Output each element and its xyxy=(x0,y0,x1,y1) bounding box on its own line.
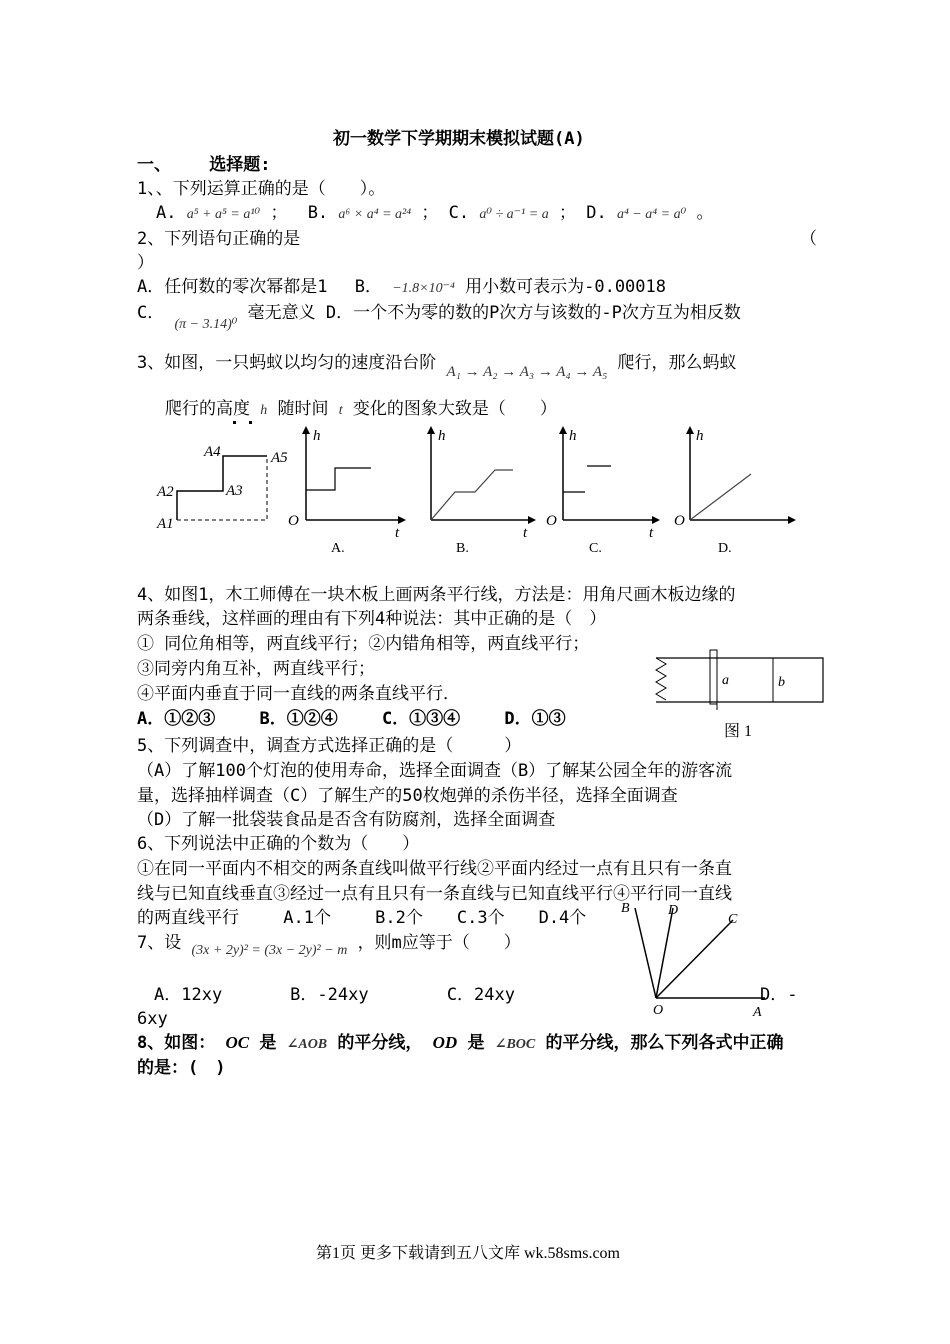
q3-path: A₁ → A₂ → A₃ → A₄ → A₅ xyxy=(446,364,608,380)
q8-angle-boc: ∠BOC xyxy=(494,1037,536,1052)
section-number: 一、 xyxy=(137,155,171,175)
graph-a-o: O xyxy=(288,513,299,529)
q8-angle-aob: ∠AOB xyxy=(286,1037,328,1052)
q1-b-expr: a⁶ × a⁴ = a²⁴ xyxy=(338,207,412,222)
graph-b-label: B. xyxy=(456,541,469,556)
graph-d-line xyxy=(690,474,751,520)
q1-a-expr: a⁵ + a⁵ = a¹⁰ xyxy=(186,207,261,222)
q4-stem-1: 4、如图1，木工师傅在一块木板上画两条平行线，方法是：用角尺画木板边缘的 xyxy=(137,585,736,605)
arrow-right xyxy=(398,516,406,524)
q2-c-label: C． xyxy=(137,303,165,323)
stair-label-a1: A1 xyxy=(157,516,174,532)
board-zigzag xyxy=(656,658,666,700)
q8-line-2: 的是：( ) xyxy=(137,1058,226,1078)
q3-line2-b: 随时间 xyxy=(277,399,329,419)
q3-line2 xyxy=(165,398,557,422)
angle-label-c: C xyxy=(728,912,738,927)
q4-statement-1: ① 同位角相等，两直线平行；②内错角相等，两直线平行； xyxy=(137,634,590,654)
q2-line3-text: 毫无意义 D．一个不为零的数的P次方与该数的-P次方互为相反数 xyxy=(247,303,741,323)
graph-a-label: A. xyxy=(331,541,345,556)
board-top xyxy=(656,658,823,702)
arrow-up xyxy=(559,426,567,434)
q6-line-2: 线与已知直线垂直③经过一点有且只有一条直线与已知直线平行④平行同一直线 xyxy=(137,884,732,904)
q1-b-label: B. xyxy=(307,203,329,223)
q1-a-label: A. xyxy=(156,203,177,223)
q8-stem xyxy=(137,1032,784,1056)
stair-path xyxy=(177,456,267,520)
q2-b-expr: −1.8×10⁻⁴ xyxy=(392,281,455,296)
q2-line2 xyxy=(137,276,666,300)
q4-stem-2: 两条垂线，这样画的理由有下列4种说法：其中正确的是（ ） xyxy=(137,609,607,629)
q4-statement-2: ③同旁内角互补，两直线平行； xyxy=(137,659,375,679)
q8-is: 是 xyxy=(259,1033,277,1053)
q7-option-d-cont: 6xy xyxy=(137,1009,168,1029)
q3-h: h xyxy=(260,403,268,418)
arrow-up xyxy=(686,426,694,434)
section-name: 选择题: xyxy=(209,155,271,175)
figure-1 xyxy=(648,648,828,743)
graph-d-o: O xyxy=(674,513,685,529)
arrow-up xyxy=(427,426,435,434)
q1-end: 。 xyxy=(696,203,714,223)
stair-label-a3: A3 xyxy=(226,483,243,499)
graph-c-o: O xyxy=(546,513,557,529)
fig1-caption: 图 1 xyxy=(724,723,753,740)
graph-b-t: t xyxy=(523,525,528,541)
angle-label-b: B xyxy=(621,901,630,916)
angle-label-o: O xyxy=(653,1003,664,1018)
ray-ob xyxy=(635,908,656,998)
q1-sep-2: ； xyxy=(421,203,439,223)
arrow-right xyxy=(652,516,660,524)
q2-paren-close: ） xyxy=(137,253,154,273)
staircase-figure xyxy=(150,438,300,543)
graph-d xyxy=(673,424,805,564)
page-footer: 第1页 更多下载请到五八文库 wk.58sms.com xyxy=(316,1245,621,1262)
q4-options: A．①②③ B．①②④ C．①③④ D．①③ xyxy=(137,709,566,729)
q7-stem xyxy=(137,932,521,956)
q8-is-2: 是 xyxy=(467,1033,485,1053)
q4-statement-3: ④平面内垂直于同一直线的两条直线平行． xyxy=(137,684,460,704)
q3-t: t xyxy=(338,403,343,418)
q2-line3 xyxy=(137,302,741,332)
q3-stem-a: 3、如图，一只蚂蚁以均匀的速度沿台阶 xyxy=(137,353,437,373)
q6-stem: 6、下列说法中正确的个数为（ ） xyxy=(137,834,420,854)
q7-stem-b: ，则m应等于（ ） xyxy=(357,933,521,953)
graph-c-h: h xyxy=(569,428,577,444)
q6-line-1: ①在同一平面内不相交的两条直线叫做平行线②平面内经过一点有且只有一条直 xyxy=(137,859,732,879)
q6-line-3: 的两直线平行 A.1个 B.2个 C.3个 D.4个 xyxy=(137,908,587,928)
q8-stem-a: 8、如图： xyxy=(137,1033,216,1053)
q1-stem: 1、、下列运算正确的是（ ）。 xyxy=(137,179,386,199)
q7-option-d: D．- xyxy=(760,985,798,1005)
graph-d-label: D. xyxy=(718,541,732,556)
graph-b xyxy=(413,424,545,564)
q2-stem: 2、下列语句正确的是 xyxy=(137,229,301,249)
angle-label-a: A xyxy=(753,1005,762,1018)
q3-line2-a: 爬行的高度 xyxy=(165,399,250,419)
q5-stem: 5、下列调查中，调查方式选择正确的是（ ） xyxy=(137,736,522,756)
fig1-label-b: b xyxy=(778,675,785,690)
q7-options: A．12xy B．-24xy C．24xy xyxy=(137,985,515,1005)
q8-oc: OC xyxy=(225,1033,250,1052)
graph-b-h: h xyxy=(438,428,446,444)
q7-stem-a: 7、设 xyxy=(137,933,182,953)
graph-c-t: t xyxy=(649,525,654,541)
graph-a-h: h xyxy=(313,428,321,444)
q3-stem xyxy=(137,352,737,380)
graph-d-h: h xyxy=(696,428,704,444)
emphasis-dot xyxy=(249,421,252,424)
q1-sep-1: ； xyxy=(270,203,288,223)
q8-od: OD xyxy=(432,1033,458,1052)
q1-c-expr: a⁰ ÷ a⁻¹ = a xyxy=(479,207,549,222)
angle-label-d: D xyxy=(668,903,679,918)
stair-label-a5: A5 xyxy=(271,450,288,466)
arrow-right xyxy=(788,516,796,524)
q5-line-1: （A）了解100个灯泡的使用寿命，选择全面调查（B）了解某公园全年的游客流 xyxy=(137,761,733,781)
q1-options xyxy=(156,202,713,226)
q8-mid: 的平分线， xyxy=(337,1033,423,1053)
emphasis-dot xyxy=(233,421,236,424)
graph-b-line xyxy=(431,470,513,520)
arrow-up xyxy=(302,426,310,434)
graph-c xyxy=(543,424,675,564)
arrow-right xyxy=(528,516,536,524)
graph-a-t: t xyxy=(395,525,400,541)
q2-paren-open: （ xyxy=(800,229,817,249)
stair-dashed xyxy=(177,456,267,520)
section-header xyxy=(137,154,271,176)
graph-a-line xyxy=(306,468,371,490)
stair-label-a2: A2 xyxy=(157,484,174,500)
page-title: 初一数学下学期期末模拟试题(A) xyxy=(333,129,585,149)
q1-c-label: C. xyxy=(448,203,470,223)
graph-a xyxy=(283,424,415,564)
q2-c-expr: (π − 3.14)⁰ xyxy=(174,317,238,332)
ray-od xyxy=(656,908,673,998)
q3-line2-c: 变化的图象大致是（ ） xyxy=(352,399,557,419)
q2-line2-a: A．任何数的零次幂都是1 B． xyxy=(137,277,382,297)
fig1-label-a: a xyxy=(722,673,729,688)
q8-end: 的平分线，那么下列各式中正确 xyxy=(545,1033,784,1053)
q1-sep-3: ； xyxy=(558,203,576,223)
q2-line2-b: 用小数可表示为-0.00018 xyxy=(465,277,666,297)
stair-label-a4: A4 xyxy=(204,444,221,460)
q3-stem-b: 爬行，那么蚂蚁 xyxy=(617,353,737,373)
q7-expr: (3x + 2y)² = (3x − 2y)² − m xyxy=(191,943,348,958)
q5-line-3: （D）了解一批袋装食品是否含有防腐剂，选择全面调查 xyxy=(137,810,556,830)
ray-oc xyxy=(656,920,733,998)
q1-d-expr: a⁴ − a⁴ = a⁰ xyxy=(616,207,687,222)
q5-line-2: 量，选择抽样调查（C）了解生产的50枚炮弹的杀伤半径，选择全面调查 xyxy=(137,786,678,806)
q1-d-label: D. xyxy=(586,203,607,223)
graph-c-label: C. xyxy=(589,541,602,556)
